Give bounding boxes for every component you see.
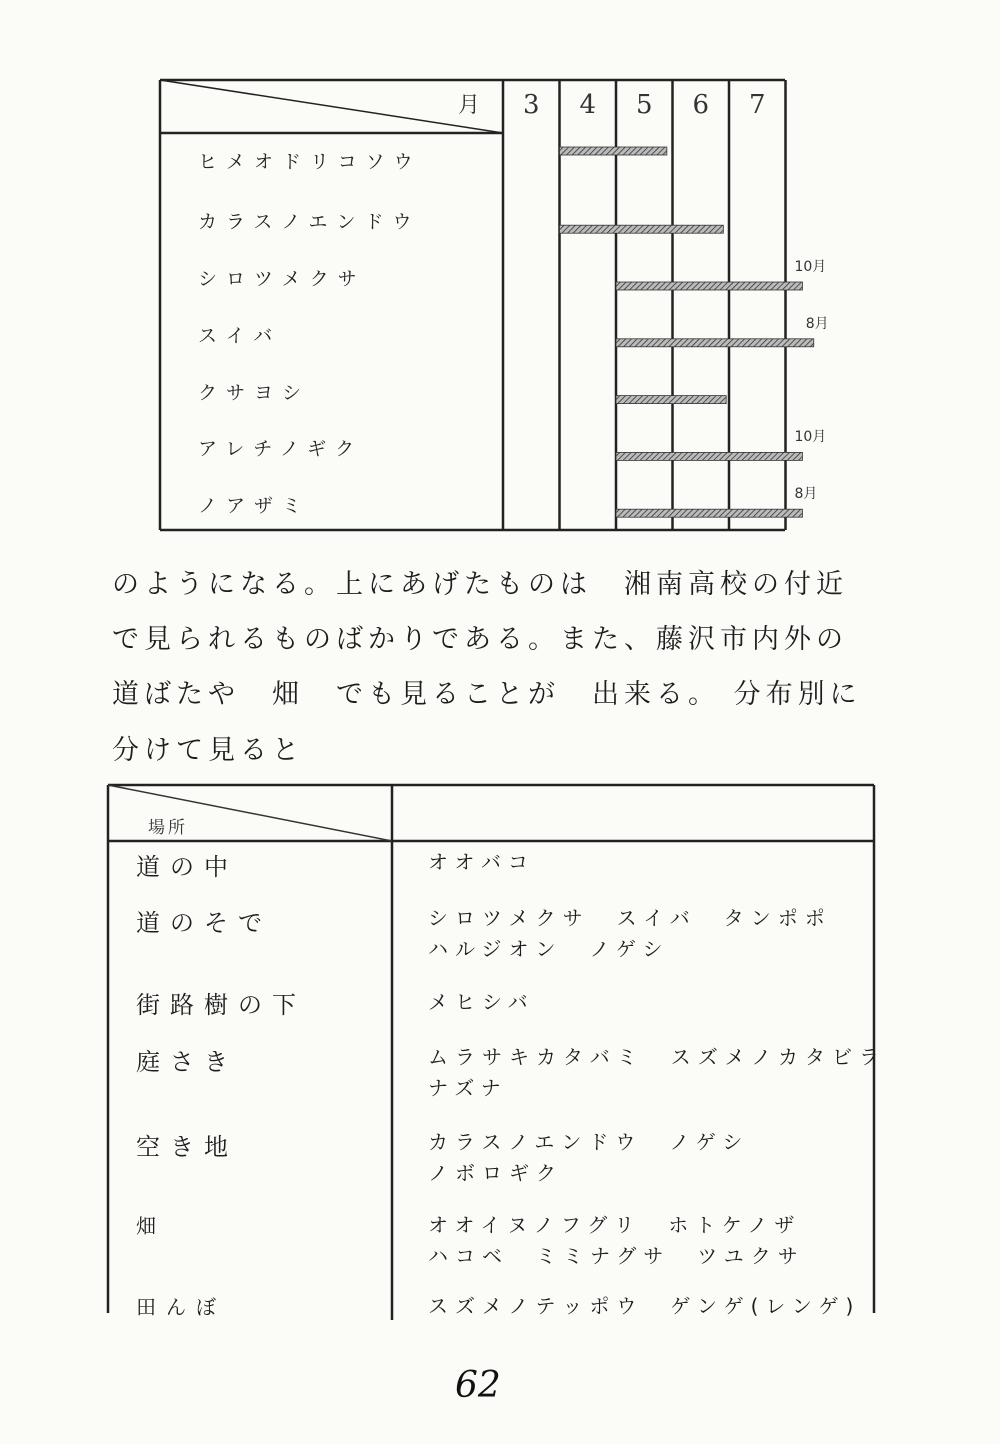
plants-line: メヒシバ: [428, 990, 535, 1014]
bloom-period-bar: [616, 396, 726, 404]
place-column-header: 場所: [148, 818, 188, 838]
plants-line: ノボロギク: [428, 1161, 563, 1185]
bloom-period-bar: [616, 452, 802, 460]
bloom-period-chart: [160, 80, 829, 530]
month-label: 6: [692, 90, 710, 120]
bloom-period-bar: [560, 225, 724, 233]
plants-line: ムラサキカタバミ スズメノカタビラ: [428, 1045, 886, 1069]
plants-field: [428, 1210, 805, 1272]
month-label: 7: [748, 90, 766, 120]
place-garden: 庭さき: [136, 1048, 238, 1076]
place-field: 畑: [136, 1214, 166, 1238]
bloom-end-note: 10月: [794, 429, 827, 446]
bloom-end-note: 10月: [794, 259, 827, 275]
plant-name-label: シロツメクサ: [198, 268, 366, 290]
paragraph-line-3: 道ばたや 畑 でも見ることが 出来る。 分布別に: [112, 679, 862, 710]
place-under-street-trees: 街路樹の下: [136, 991, 306, 1019]
plants-under-street-trees: [428, 987, 535, 1018]
bloom-period-bar: [560, 147, 667, 155]
plants-line: ハコベ ミミナグサ ツユクサ: [428, 1244, 805, 1268]
plant-name-label: カラスノエンドウ: [198, 211, 421, 234]
plants-line: オオバコ: [428, 850, 535, 874]
chart-header-diagonal: [160, 80, 503, 133]
plants-road-center: [428, 847, 535, 878]
month-label: 5: [635, 90, 653, 120]
place-vacant-lot: 空き地: [136, 1133, 238, 1161]
bloom-period-bar: [616, 339, 814, 347]
plants-line: カラスノエンドウ ノゲシ: [428, 1130, 750, 1154]
paragraph-line-4: 分けて見ると: [112, 735, 304, 766]
plants-roadside: [428, 903, 832, 965]
habitat-table: [108, 785, 886, 1320]
bloom-end-note: 8月: [805, 315, 829, 332]
plant-name-label: アレチノギク: [198, 438, 364, 461]
plant-name-label: スイバ: [198, 324, 282, 347]
place-rice-paddy: 田んぼ: [136, 1295, 226, 1319]
plants-rice-paddy: [428, 1291, 860, 1322]
month-header-label: 月: [458, 93, 481, 118]
plant-name-label: ヒメオドリコソウ: [198, 151, 422, 174]
place-road-center: 道の中: [136, 853, 238, 881]
plants-line: シロツメクサ スイバ タンポポ: [428, 906, 832, 930]
place-roadside: 道のそで: [136, 909, 272, 937]
plants-line: オオイヌノフグリ ホトケノザ: [428, 1213, 802, 1237]
bloom-period-bar: [616, 282, 802, 290]
paragraph-line-2: で見られるものばかりである。また、藤沢市内外の: [112, 624, 848, 655]
page-number: 62: [455, 1365, 501, 1406]
paragraph-line-1: のようになる。上にあげたものは 湘南高校の付近: [112, 569, 848, 600]
month-label: 4: [579, 90, 597, 120]
plants-vacant-lot: [428, 1127, 749, 1189]
bloom-end-note: 8月: [794, 486, 818, 503]
bloom-period-bar: [616, 509, 802, 517]
plants-garden: [428, 1042, 886, 1104]
plant-name-label: ノアザミ: [198, 495, 311, 518]
plants-line: スズメノテッポウ ゲンゲ(レンゲ): [428, 1294, 861, 1318]
month-label: 3: [522, 90, 540, 120]
plants-line: ナズナ: [428, 1076, 508, 1100]
plants-line: ハルジオン ノゲシ: [428, 937, 670, 961]
plant-name-label: クサヨシ: [198, 381, 311, 404]
